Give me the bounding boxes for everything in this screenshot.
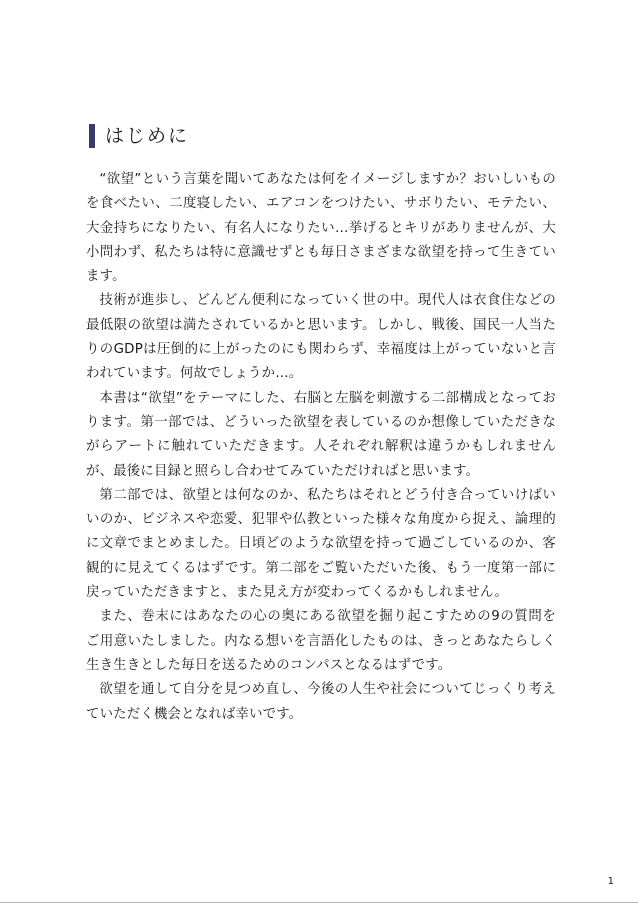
paragraph: 欲望を通して自分を見つめ直し、今後の人生や社会についてじっくり考えていただく機会となれば幸いです。 [86,682,556,722]
heading-title: はじめに [105,125,190,147]
heading-accent-bar [89,124,95,148]
paragraph: また、巻末にはあなたの心の奥にある欲望を掘り起こすための9の質問をご用意いたしました。内なる想いを言語化したものは、きっとあなたらしく生き生きとした毎日を送るためのコンパスとなるはずです。 [86,609,556,673]
section-heading [89,124,189,148]
bottom-divider [0,902,638,903]
paragraph: 技術が進歩し、どんどん便利になっていく世の中。現代人は衣食住などの最低限の欲望は満たされているかと思います。しかし、戦後、国民一人当たりのGDPは圧倒的に上がったのにも関わらず、幸福度は上がっていないと言われています。何故でしょうか…。 [86,293,556,382]
paragraph: 本書は“欲望”をテーマにした、右脳と左脳を刺激する二部構成となっております。第一部では、どういった欲望を表しているのか想像していただきながらアートに触れていただきます。人それぞれ解釈は違うかもしれませんが、最後に目録と照らし合わせてみていただければと思います。 [86,390,556,479]
paragraph: “欲望”という言葉を聞いてあなたは何をイメージしますか？おいしいものを食べたい、二度寝したい、エアコンをつけたい、サボりたい、モテたい、大金持ちになりたい、有名人になりたい…挙げるとキリがありませんが、大小問わず、私たちは特に意識せずとも毎日さまざまな欲望を持って生きています。 [86,172,556,285]
body-text [86,168,556,727]
page-number: 1 [607,876,614,887]
paragraph: 第二部では、欲望とは何なのか、私たちはそれとどう付き合っていけばいいのか、ビジネスや恋愛、犯罪や仏教といった様々な角度から捉え、論理的に文章でまとめました。日頃どのような欲望を持って過ごしているのか、客観的に見えてくるはずです。第二部をご覧いただいた後、もう一度第一部に戻っていただきますと、また見え方が変わってくるかもしれません。 [86,487,556,601]
